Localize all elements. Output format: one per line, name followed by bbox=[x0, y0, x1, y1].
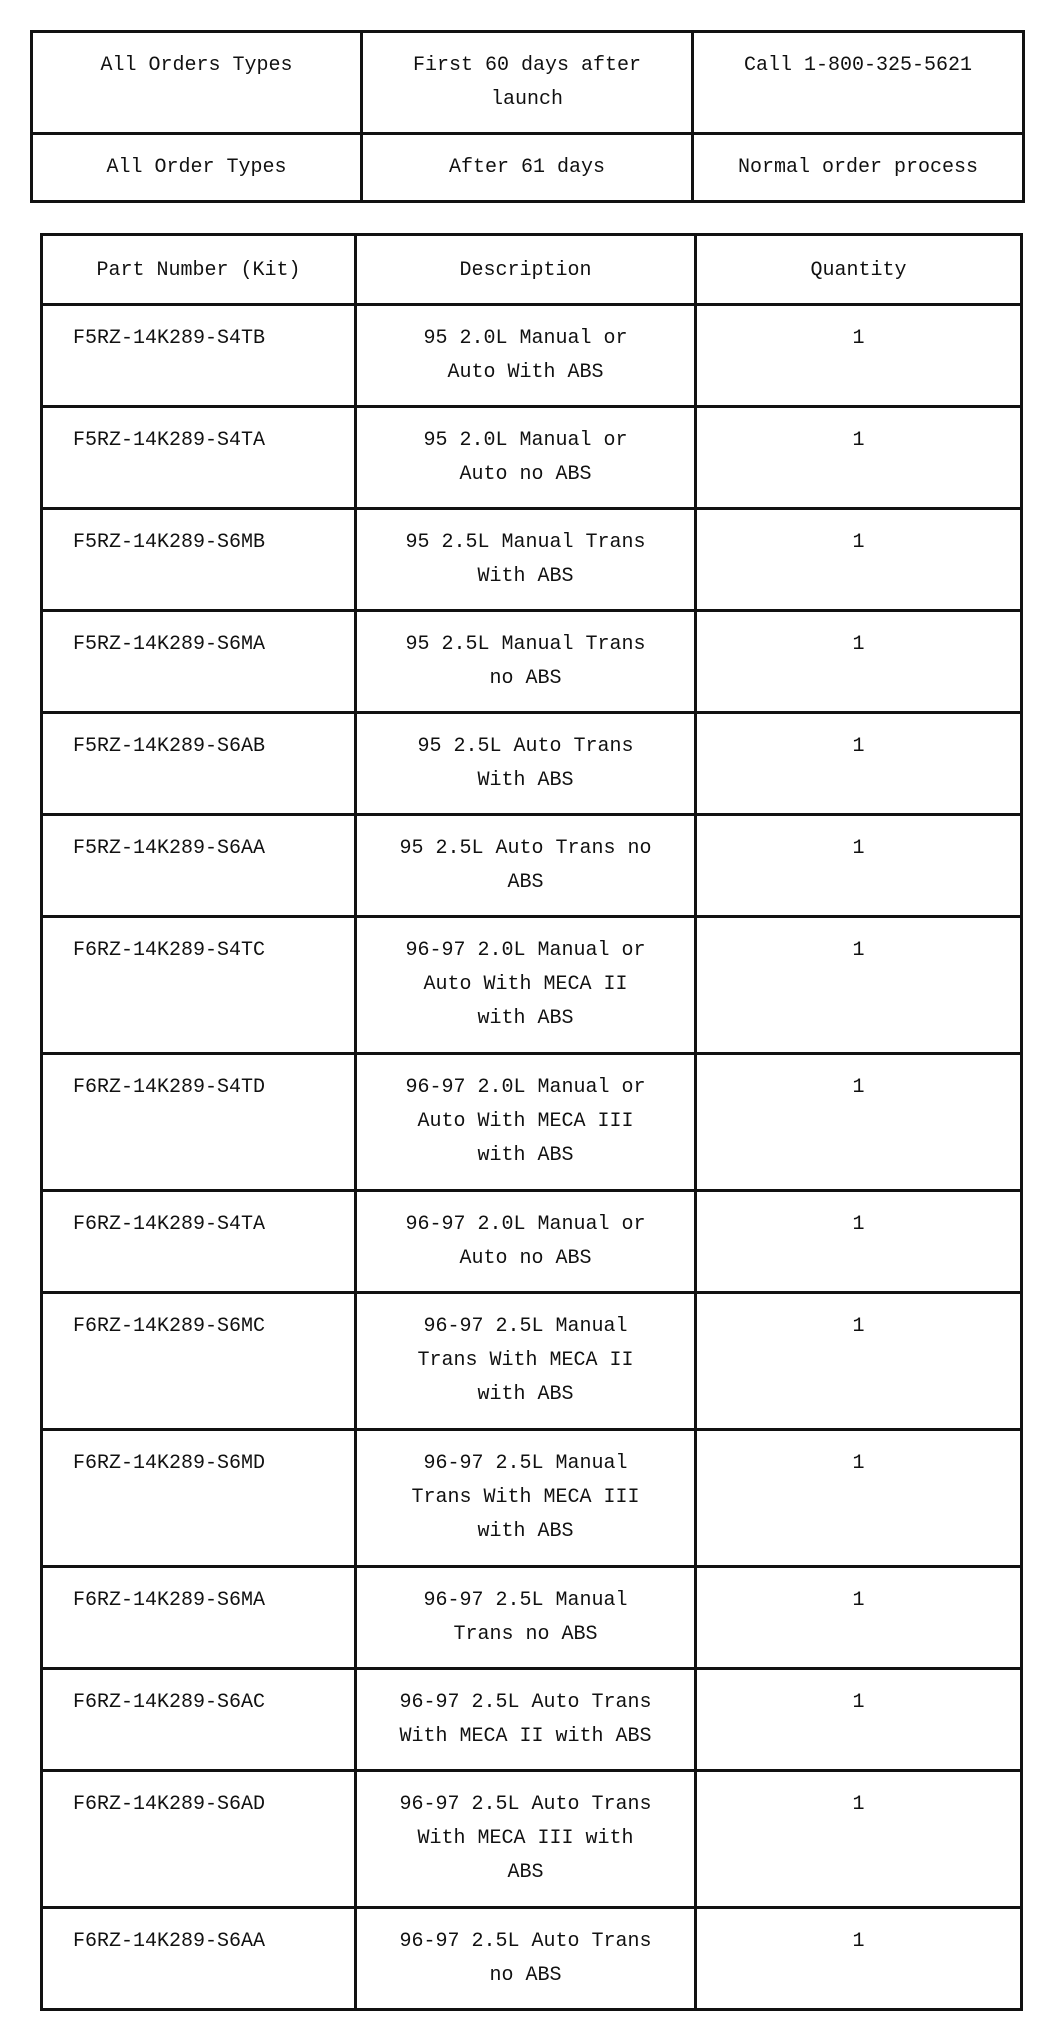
description-header: Description bbox=[356, 235, 696, 305]
order-type-cell: All Order Types bbox=[32, 134, 362, 202]
table-row bbox=[42, 1191, 1022, 1293]
quantity-cell: 1 bbox=[696, 1669, 1022, 1771]
part-number-header: Part Number (Kit) bbox=[42, 235, 356, 305]
quantity-cell: 1 bbox=[696, 1430, 1022, 1567]
part-number-cell: F5RZ-14K289-S4TB bbox=[42, 305, 356, 407]
quantity-cell: 1 bbox=[696, 1771, 1022, 1908]
description-cell: 96-97 2.0L Manual or Auto no ABS bbox=[356, 1191, 696, 1293]
quantity-cell: 1 bbox=[696, 305, 1022, 407]
quantity-cell: 1 bbox=[696, 611, 1022, 713]
table-row bbox=[42, 407, 1022, 509]
part-number-cell: F6RZ-14K289-S6AD bbox=[42, 1771, 356, 1908]
part-number-cell: F6RZ-14K289-S4TA bbox=[42, 1191, 356, 1293]
table-row bbox=[42, 1669, 1022, 1771]
table-row bbox=[42, 1771, 1022, 1908]
quantity-cell: 1 bbox=[696, 815, 1022, 917]
quantity-cell: 1 bbox=[696, 917, 1022, 1054]
table-row bbox=[42, 815, 1022, 917]
description-cell: 96-97 2.5L Manual Trans With MECA III with ABS bbox=[356, 1430, 696, 1567]
quantity-cell: 1 bbox=[696, 1054, 1022, 1191]
action-cell: Normal order process bbox=[693, 134, 1024, 202]
part-number-cell: F5RZ-14K289-S6MA bbox=[42, 611, 356, 713]
table-row bbox=[42, 917, 1022, 1054]
part-number-cell: F5RZ-14K289-S6AA bbox=[42, 815, 356, 917]
timing-cell: After 61 days bbox=[362, 134, 693, 202]
part-number-cell: F6RZ-14K289-S4TC bbox=[42, 917, 356, 1054]
table-row bbox=[42, 1567, 1022, 1669]
order-rule-row bbox=[32, 134, 1024, 202]
table-row bbox=[42, 1054, 1022, 1191]
quantity-cell: 1 bbox=[696, 407, 1022, 509]
table-row bbox=[42, 305, 1022, 407]
table-row bbox=[42, 713, 1022, 815]
description-cell: 96-97 2.5L Auto Trans With MECA III with ABS bbox=[356, 1771, 696, 1908]
quantity-cell: 1 bbox=[696, 713, 1022, 815]
description-cell: 96-97 2.5L Manual Trans With MECA II with ABS bbox=[356, 1293, 696, 1430]
quantity-cell: 1 bbox=[696, 1567, 1022, 1669]
description-cell: 95 2.5L Manual Trans no ABS bbox=[356, 611, 696, 713]
description-cell: 96-97 2.0L Manual or Auto With MECA III with ABS bbox=[356, 1054, 696, 1191]
part-number-cell: F6RZ-14K289-S6AA bbox=[42, 1908, 356, 2010]
description-cell: 96-97 2.5L Manual Trans no ABS bbox=[356, 1567, 696, 1669]
order-process-table bbox=[30, 30, 1025, 203]
description-cell: 96-97 2.5L Auto Trans With MECA II with ABS bbox=[356, 1669, 696, 1771]
description-cell: 95 2.5L Manual Trans With ABS bbox=[356, 509, 696, 611]
part-number-cell: F6RZ-14K289-S6AC bbox=[42, 1669, 356, 1771]
description-cell: 95 2.0L Manual or Auto With ABS bbox=[356, 305, 696, 407]
parts-kit-table bbox=[40, 233, 1023, 2011]
quantity-cell: 1 bbox=[696, 1191, 1022, 1293]
parts-table-header bbox=[42, 235, 1022, 305]
description-cell: 96-97 2.5L Auto Trans no ABS bbox=[356, 1908, 696, 2010]
timing-cell: First 60 days after launch bbox=[362, 32, 693, 134]
description-cell: 95 2.0L Manual or Auto no ABS bbox=[356, 407, 696, 509]
table-row bbox=[42, 611, 1022, 713]
part-number-cell: F6RZ-14K289-S6MD bbox=[42, 1430, 356, 1567]
part-number-cell: F6RZ-14K289-S4TD bbox=[42, 1054, 356, 1191]
part-number-cell: F5RZ-14K289-S6MB bbox=[42, 509, 356, 611]
quantity-cell: 1 bbox=[696, 1293, 1022, 1430]
part-number-cell: F5RZ-14K289-S6AB bbox=[42, 713, 356, 815]
order-rule-row bbox=[32, 32, 1024, 134]
description-cell: 95 2.5L Auto Trans With ABS bbox=[356, 713, 696, 815]
quantity-header: Quantity bbox=[696, 235, 1022, 305]
description-cell: 95 2.5L Auto Trans no ABS bbox=[356, 815, 696, 917]
part-number-cell: F6RZ-14K289-S6MA bbox=[42, 1567, 356, 1669]
quantity-cell: 1 bbox=[696, 1908, 1022, 2010]
part-number-cell: F6RZ-14K289-S6MC bbox=[42, 1293, 356, 1430]
table-row bbox=[42, 1908, 1022, 2010]
table-row bbox=[42, 1430, 1022, 1567]
part-number-cell: F5RZ-14K289-S4TA bbox=[42, 407, 356, 509]
order-type-cell: All Orders Types bbox=[32, 32, 362, 134]
table-row bbox=[42, 509, 1022, 611]
action-cell: Call 1-800-325-5621 bbox=[693, 32, 1024, 134]
parts-table-body bbox=[42, 305, 1022, 2010]
quantity-cell: 1 bbox=[696, 509, 1022, 611]
table-row bbox=[42, 1293, 1022, 1430]
description-cell: 96-97 2.0L Manual or Auto With MECA II with ABS bbox=[356, 917, 696, 1054]
